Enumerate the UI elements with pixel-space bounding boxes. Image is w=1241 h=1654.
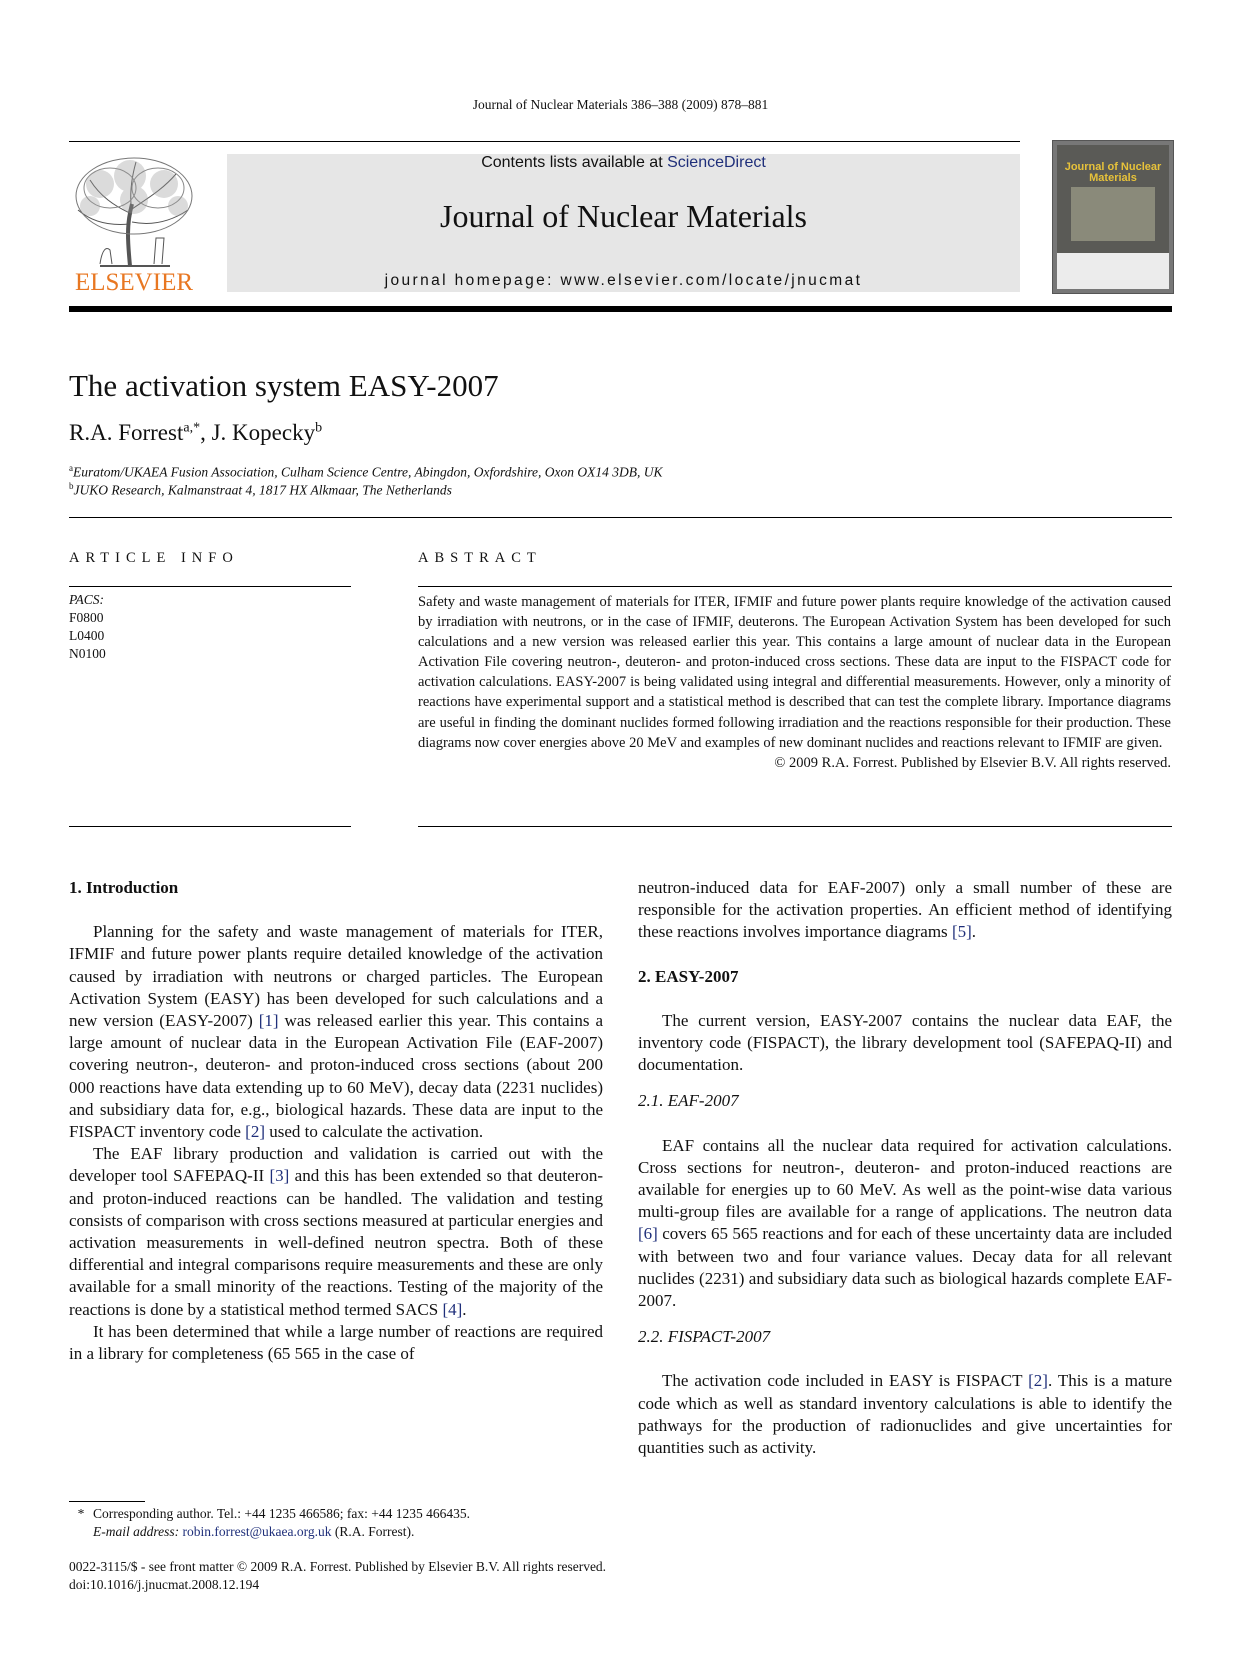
pacs-label: PACS: bbox=[69, 592, 105, 607]
footnote-email bbox=[93, 1524, 414, 1540]
tree-icon bbox=[70, 154, 198, 296]
pacs-code: F0800 bbox=[69, 610, 104, 625]
author-name: R.A. Forrest bbox=[69, 420, 184, 445]
paragraph: The current version, EASY-2007 contains the nuclear data EAF, the inventory code (FISPACT), the library development tool (SAFEPAQ-II) and documentation. bbox=[638, 1010, 1172, 1075]
email-suffix: (R.A. Forrest). bbox=[331, 1524, 415, 1539]
abstract-text: Safety and waste management of materials for ITER, IFMIF and future power plants require knowledge of the activation caused by irradiation with neutrons, or in the case of IFMIF, deuterons. The European Activation System has been developed for such calculations and a new version was released earlier this year. This contains a large amount of nuclear data in the European Activation File covering neutron-, deuteron- and proton-induced cross sections. These data are input to the FISPACT code for activation calculations. EASY-2007 is being validated using integral and differential measurements. However, only a minority of reactions have experimental support and a statistical method is described that can test the complete library. Importance diagrams are useful in finding the dominant nuclides formed following irradiation and the reactions responsible for their production. These diagrams now cover energies above 20 MeV and examples of new dominant nuclides and reactions relevant to IFMIF are given. bbox=[418, 594, 1171, 751]
journal-homepage[interactable]: journal homepage: www.elsevier.com/locate/jnucmat bbox=[384, 272, 863, 289]
abstract-body bbox=[418, 592, 1171, 773]
author-sup: b bbox=[315, 420, 323, 436]
author-sup: a,* bbox=[183, 420, 201, 436]
citation-link[interactable]: [2] bbox=[245, 1122, 265, 1142]
article-info-rule bbox=[69, 586, 351, 587]
front-matter-line: 0022-3115/$ - see front matter © 2009 R.A. Forrest. Published by Elsevier B.V. All rights reserved. bbox=[69, 1559, 607, 1574]
affiliation: $^b$JUKO Research, Kalmanstraat 4, 1817 HX Alkmaar, The Netherlands bbox=[69, 481, 452, 498]
journal-name: Journal of Nuclear Materials bbox=[440, 198, 807, 234]
paragraph: neutron-induced data for EAF-2007) only a small number of these are responsible for the activation properties. An efficient method of identifying these reactions involves importance diagrams [5]. bbox=[638, 878, 1172, 942]
email-link[interactable]: robin.forrest@ukaea.org.uk bbox=[182, 1524, 332, 1539]
footnote-rule bbox=[69, 1501, 145, 1502]
cover-image bbox=[1071, 187, 1155, 241]
citation-link[interactable]: [6] bbox=[638, 1224, 658, 1244]
running-head: Journal of Nuclear Materials 386–388 (2009) 878–881 bbox=[472, 97, 769, 112]
paragraph: The activation code included in EASY is FISPACT [2]. This is a mature code which as well as standard inventory calculations is able to identify the pathways for the production of radionuclides and give uncertainties for quantities such as activity. bbox=[638, 1371, 1172, 1458]
paragraph: The EAF library production and validation is carried out with the developer tool SAFEPAQ-II [3] and this has been extended so that deuteron- and proton-induced reactions can be handled. The validation and testing consists of comparison with cross sections measured at particular energies and activation measurements in well-defined neutron spectra. Both of these differential and integral comparisons require measurements and these are only available for a small minority of the reactions. Testing of the majority of the reactions is done by a statistical method termed SACS [4]. bbox=[69, 1144, 604, 1319]
citation-link[interactable]: [4] bbox=[442, 1299, 463, 1319]
body-right-column bbox=[638, 877, 1172, 1459]
author-line: R.A. Forrest$^{a,*}$, J. Kopecky$^b$ bbox=[69, 420, 323, 445]
article-info-heading: ARTICLE INFO bbox=[69, 550, 239, 566]
affiliation: $^a$Euratom/UKAEA Fusion Association, Culham Science Centre, Abingdon, Oxfordshire, Oxon OX14 3DB, UK bbox=[69, 463, 663, 480]
pacs-code: L0400 bbox=[69, 628, 105, 643]
elsevier-wordmark: ELSEVIER bbox=[74, 269, 194, 296]
citation-link[interactable]: [2] bbox=[1028, 1371, 1048, 1391]
cover-title: Journal of Nuclear Materials bbox=[1064, 161, 1162, 184]
body-left-column bbox=[69, 877, 603, 1365]
header-top-rule bbox=[69, 141, 1020, 142]
paragraph: It has been determined that while a large number of reactions are required in a library for completeness (65 565 in the case of bbox=[69, 1321, 603, 1364]
journal-cover-thumbnail bbox=[1052, 140, 1174, 294]
author-name: J. Kopecky bbox=[211, 420, 316, 445]
article-info-bottom-rule bbox=[69, 826, 351, 827]
article-title: The activation system EASY-2007 bbox=[69, 368, 499, 403]
footnote-mark: * bbox=[77, 1506, 85, 1521]
pacs-code: N0100 bbox=[69, 646, 106, 661]
section-heading: 1. Introduction bbox=[69, 878, 179, 897]
citation-link[interactable]: [5] bbox=[951, 922, 972, 942]
header-thick-rule bbox=[69, 306, 1172, 312]
abstract-bottom-rule bbox=[418, 826, 1172, 827]
abstract-copyright: © 2009 R.A. Forrest. Published by Elsevier B.V. All rights reserved. bbox=[774, 754, 1171, 771]
paragraph: Planning for the safety and waste management of materials for ITER, IFMIF and future power plants require detailed knowledge of the activation caused by irradiation with neutrons or charged particles. The European Activation System (EASY) has been developed for such calculations and a new version (EASY-2007) [1] was released earlier this year. This contains a large amount of nuclear data in the European Activation File (EAF-2007) covering neutron-, deuteron- and proton-induced cross sections (about 200 000 reactions have data extending up to 60 MeV), decay data (2231 nuclides) and subsidiary data for, e.g., biological hazards. These data are input to the FISPACT inventory code [2] used to calculate the activation. bbox=[69, 922, 604, 1142]
section-rule bbox=[69, 517, 1172, 518]
doi-line[interactable]: doi:10.1016/j.jnucmat.2008.12.194 bbox=[69, 1577, 260, 1592]
footnote-corresponding bbox=[69, 1506, 470, 1522]
elsevier-logo bbox=[70, 154, 198, 296]
abstract-heading: ABSTRACT bbox=[418, 550, 542, 566]
section-heading: 2. EASY-2007 bbox=[638, 966, 739, 986]
contents-line bbox=[227, 154, 1020, 172]
abstract-rule bbox=[418, 586, 1172, 587]
citation-link[interactable]: [1] bbox=[258, 1011, 279, 1031]
citation-link[interactable]: [3] bbox=[269, 1166, 290, 1186]
subsection-heading: 2.1. EAF-2007 bbox=[638, 1091, 739, 1111]
subsection-heading: 2.2. FISPACT-2007 bbox=[638, 1327, 771, 1347]
footnote-text: Corresponding author. Tel.: +44 1235 466586; fax: +44 1235 466435. bbox=[93, 1506, 471, 1521]
paragraph: EAF contains all the nuclear data required for activation calculations. Cross sections for neutron-, deuteron- and proton-induced reactions are available for energies up to 60 MeV. As well as the point-wise data various multi-group files are available for a range of applications. The neutron data [6] covers 65 565 reactions and for each of these uncertainty data are included with between two and four variance values. Decay data for all relevant nuclides (2231) and subsidiary data such as biological hazards complete EAF-2007. bbox=[638, 1135, 1172, 1311]
contents-prefix: Contents lists available at bbox=[481, 154, 668, 171]
email-label: E-mail address: bbox=[93, 1524, 183, 1539]
sciencedirect-link[interactable]: ScienceDirect bbox=[667, 154, 766, 171]
